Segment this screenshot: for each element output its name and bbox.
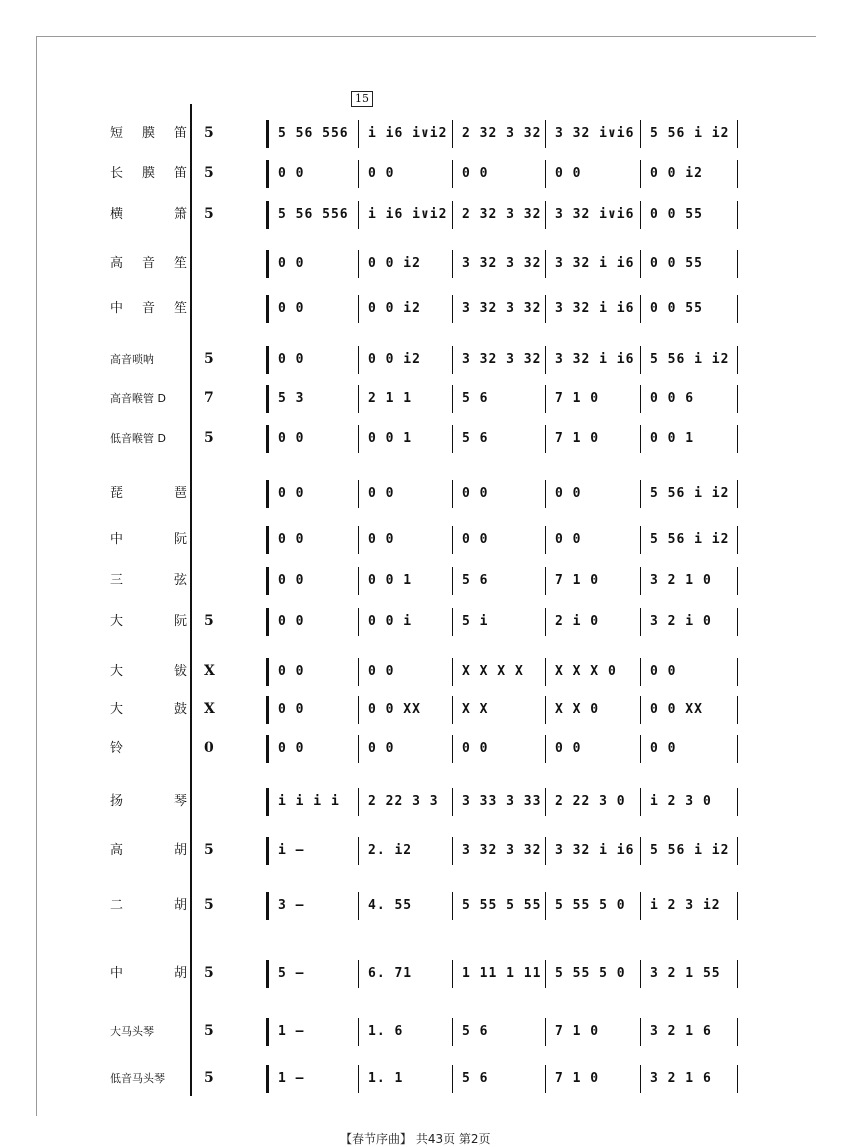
measure: 0 0	[462, 166, 489, 181]
repeat-start-bar	[266, 346, 275, 374]
measure: 7 1 0	[555, 1071, 600, 1086]
measure: 3 32 i∨i6	[555, 126, 635, 141]
barline	[452, 837, 453, 865]
barline	[358, 201, 359, 229]
measure: 4. 55	[368, 898, 413, 913]
barline	[640, 120, 641, 148]
repeat-start-bar	[266, 250, 275, 278]
barline	[452, 250, 453, 278]
instrument-name: 铃	[110, 741, 125, 756]
repeat-start-bar	[266, 480, 275, 508]
measure: 5 55 5 0	[555, 898, 626, 913]
repeat-start-bar	[266, 608, 275, 636]
measure: 0 0	[650, 664, 677, 679]
barline	[640, 735, 641, 763]
measure: 0 0	[278, 166, 305, 181]
barline	[737, 425, 738, 453]
barline	[640, 425, 641, 453]
measure: 0 0	[555, 532, 582, 547]
measure: 2 22 3 3	[368, 794, 439, 809]
instrument-name: 长膜笛	[110, 166, 188, 181]
instrument-name: 中胡	[110, 966, 188, 981]
barline	[358, 295, 359, 323]
instrument-name: 三弦	[110, 573, 188, 588]
measure: 5 55 5 0	[555, 966, 626, 981]
barline	[545, 1065, 546, 1093]
measure: 5 6	[462, 431, 489, 446]
measure: i 2 3 0	[650, 794, 712, 809]
lead-note: 5	[204, 897, 214, 913]
barline	[640, 608, 641, 636]
barline	[545, 658, 546, 686]
measure: 3 32 3 32	[462, 352, 542, 367]
barline	[452, 960, 453, 988]
barline	[737, 201, 738, 229]
measure: 0 0	[368, 532, 395, 547]
repeat-start-bar	[266, 526, 275, 554]
instrument-name: 扬琴	[110, 794, 188, 809]
measure: 5 56 556	[278, 207, 349, 222]
barline	[640, 346, 641, 374]
barline	[737, 1065, 738, 1093]
barline	[358, 1065, 359, 1093]
barline	[545, 385, 546, 413]
barline	[452, 1018, 453, 1046]
measure: 0 0	[278, 352, 305, 367]
repeat-start-bar	[266, 658, 275, 686]
measure: 0 0	[278, 573, 305, 588]
instrument-row	[0, 295, 852, 325]
barline	[452, 788, 453, 816]
measure: 0 0 i2	[368, 301, 421, 316]
lead-note: 5	[204, 965, 214, 981]
repeat-start-bar	[266, 735, 275, 763]
barline	[452, 346, 453, 374]
barline	[545, 295, 546, 323]
instrument-row	[0, 608, 852, 638]
measure: 1. 1	[368, 1071, 404, 1086]
measure: 3 2 i 0	[650, 614, 712, 629]
measure: 0 0	[368, 166, 395, 181]
barline	[452, 735, 453, 763]
measure: 3 32 3 32	[462, 256, 542, 271]
measure: 2 32 3 32	[462, 126, 542, 141]
measure: 0 0 XX	[650, 702, 703, 717]
repeat-start-bar	[266, 788, 275, 816]
instrument-row	[0, 960, 852, 990]
measure: 3 32 3 32	[462, 301, 542, 316]
barline	[545, 346, 546, 374]
measure: 2 22 3 0	[555, 794, 626, 809]
barline	[737, 608, 738, 636]
instrument-name: 横箫	[110, 207, 188, 222]
barline	[452, 385, 453, 413]
lead-note: 7	[204, 390, 214, 406]
measure: 3 32 i∨i6	[555, 207, 635, 222]
measure: 1. 6	[368, 1024, 404, 1039]
barline	[358, 526, 359, 554]
barline	[545, 837, 546, 865]
barline	[452, 608, 453, 636]
instrument-row	[0, 160, 852, 190]
measure: i –	[278, 843, 305, 858]
measure: i i i i	[278, 794, 340, 809]
instrument-name: 琵琶	[110, 486, 188, 501]
repeat-start-bar	[266, 837, 275, 865]
repeat-start-bar	[266, 425, 275, 453]
barline	[545, 735, 546, 763]
barline	[640, 837, 641, 865]
barline	[640, 295, 641, 323]
lead-note: 5	[204, 613, 214, 629]
barline	[545, 250, 546, 278]
measure: 1 11 1 11	[462, 966, 542, 981]
instrument-name: 短膜笛	[110, 126, 188, 141]
measure: 0 0 i2	[368, 352, 421, 367]
barline	[640, 788, 641, 816]
instrument-row	[0, 788, 852, 818]
measure: 0 0	[462, 741, 489, 756]
repeat-start-bar	[266, 295, 275, 323]
barline	[545, 960, 546, 988]
instrument-name: 低音马头琴	[110, 1072, 165, 1085]
barline	[358, 837, 359, 865]
instrument-row	[0, 526, 852, 556]
barline	[640, 201, 641, 229]
measure: X X X X	[462, 664, 524, 679]
barline	[452, 658, 453, 686]
measure: 3 32 i i6	[555, 256, 635, 271]
measure: 0 0	[368, 486, 395, 501]
barline	[640, 480, 641, 508]
instrument-name: 大鼓	[110, 702, 188, 717]
measure: 3 32 i i6	[555, 301, 635, 316]
measure: 3 2 1 55	[650, 966, 721, 981]
barline	[358, 120, 359, 148]
measure: 5 56 i i2	[650, 843, 730, 858]
repeat-start-bar	[266, 385, 275, 413]
measure: 0 0 1	[368, 573, 413, 588]
instrument-row	[0, 120, 852, 150]
measure: 0 0 55	[650, 207, 703, 222]
lead-note: X	[204, 701, 215, 717]
repeat-start-bar	[266, 960, 275, 988]
measure: 3 –	[278, 898, 305, 913]
measure: 1 –	[278, 1024, 305, 1039]
repeat-start-bar	[266, 1065, 275, 1093]
barline	[640, 696, 641, 724]
instrument-row	[0, 567, 852, 597]
barline	[452, 892, 453, 920]
instrument-row	[0, 1018, 852, 1048]
measure: 5 55 5 55	[462, 898, 542, 913]
barline	[640, 960, 641, 988]
measure: 7 1 0	[555, 391, 600, 406]
barline	[545, 480, 546, 508]
measure: 0 0	[278, 486, 305, 501]
measure: 5 56 i i2	[650, 126, 730, 141]
measure: i i6 i∨i2	[368, 207, 448, 222]
barline	[452, 567, 453, 595]
instrument-row	[0, 480, 852, 510]
measure: 0 0 55	[650, 256, 703, 271]
measure: 0 0	[462, 486, 489, 501]
barline	[358, 735, 359, 763]
measure: 0 0 6	[650, 391, 695, 406]
barline	[640, 1018, 641, 1046]
measure: 0 0 55	[650, 301, 703, 316]
instrument-name: 大阮	[110, 614, 188, 629]
barline	[358, 346, 359, 374]
measure: 0 0 1	[368, 431, 413, 446]
barline	[640, 892, 641, 920]
barline	[737, 658, 738, 686]
barline	[737, 837, 738, 865]
repeat-start-bar	[266, 160, 275, 188]
measure: 0 0	[278, 614, 305, 629]
measure: 5 6	[462, 391, 489, 406]
barline	[545, 1018, 546, 1046]
barline	[640, 250, 641, 278]
barline	[737, 160, 738, 188]
lead-note: 5	[204, 1023, 214, 1039]
barline	[640, 526, 641, 554]
instrument-row	[0, 658, 852, 688]
measure: 2. i2	[368, 843, 413, 858]
instrument-name: 中阮	[110, 532, 188, 547]
barline	[452, 201, 453, 229]
lead-note: 0	[204, 740, 214, 756]
measure: i 2 3 i2	[650, 898, 721, 913]
instrument-name: 二胡	[110, 898, 188, 913]
barline	[358, 250, 359, 278]
measure: 5 i	[462, 614, 489, 629]
barline	[452, 480, 453, 508]
lead-note: 5	[204, 351, 214, 367]
measure: 3 2 1 0	[650, 573, 712, 588]
measure: 0 0	[278, 664, 305, 679]
barline	[358, 385, 359, 413]
barline	[545, 201, 546, 229]
barline	[737, 788, 738, 816]
measure: X X 0	[555, 702, 600, 717]
measure: 3 32 i i6	[555, 843, 635, 858]
measure: 3 2 1 6	[650, 1071, 712, 1086]
measure: 0 0 XX	[368, 702, 421, 717]
measure: 0 0	[555, 741, 582, 756]
barline	[737, 567, 738, 595]
barline	[358, 480, 359, 508]
lead-note: X	[204, 663, 215, 679]
repeat-start-bar	[266, 1018, 275, 1046]
measure: 5 6	[462, 573, 489, 588]
barline	[545, 892, 546, 920]
measure: 0 0	[278, 431, 305, 446]
barline	[358, 892, 359, 920]
measure: 2 i 0	[555, 614, 600, 629]
measure: 2 1 1	[368, 391, 413, 406]
repeat-start-bar	[266, 201, 275, 229]
measure: 3 2 1 6	[650, 1024, 712, 1039]
barline	[737, 250, 738, 278]
rehearsal-mark: 15	[351, 91, 373, 107]
measure: 3 32 i i6	[555, 352, 635, 367]
lead-note: 5	[204, 125, 214, 141]
barline	[737, 892, 738, 920]
barline	[640, 658, 641, 686]
barline	[358, 1018, 359, 1046]
measure: 5 56 i i2	[650, 532, 730, 547]
barline	[358, 567, 359, 595]
instrument-name: 中音笙	[110, 301, 188, 316]
measure: 0 0 i	[368, 614, 413, 629]
barline	[545, 567, 546, 595]
measure: 5 3	[278, 391, 305, 406]
instrument-name: 低音喉管 D	[110, 432, 166, 445]
measure: 0 0 1	[650, 431, 695, 446]
barline	[545, 608, 546, 636]
barline	[358, 425, 359, 453]
measure: 5 56 556	[278, 126, 349, 141]
measure: 5 56 i i2	[650, 486, 730, 501]
barline	[358, 658, 359, 686]
instrument-name: 高胡	[110, 843, 188, 858]
barline	[640, 160, 641, 188]
barline	[452, 160, 453, 188]
measure: X X X 0	[555, 664, 617, 679]
lead-note: 5	[204, 430, 214, 446]
barline	[737, 696, 738, 724]
measure: 1 –	[278, 1071, 305, 1086]
measure: 6. 71	[368, 966, 413, 981]
barline	[452, 120, 453, 148]
barline	[545, 526, 546, 554]
measure: 0 0	[278, 532, 305, 547]
measure: 0 0	[368, 664, 395, 679]
lead-note: 5	[204, 165, 214, 181]
instrument-row	[0, 892, 852, 922]
barline	[640, 1065, 641, 1093]
measure: 0 0	[368, 741, 395, 756]
barline	[640, 385, 641, 413]
measure: 7 1 0	[555, 431, 600, 446]
measure: 7 1 0	[555, 1024, 600, 1039]
instrument-row	[0, 201, 852, 231]
barline	[737, 295, 738, 323]
measure: X X	[462, 702, 489, 717]
measure: 0 0	[555, 166, 582, 181]
barline	[737, 526, 738, 554]
barline	[545, 160, 546, 188]
barline	[737, 120, 738, 148]
page-footer: 【春节序曲】 共43页 第2页	[340, 1132, 491, 1146]
instrument-row	[0, 696, 852, 726]
instrument-name: 大马头琴	[110, 1025, 154, 1038]
barline	[358, 788, 359, 816]
measure: 0 0 i2	[368, 256, 421, 271]
barline	[737, 385, 738, 413]
repeat-start-bar	[266, 696, 275, 724]
barline	[545, 425, 546, 453]
barline	[737, 960, 738, 988]
measure: 2 32 3 32	[462, 207, 542, 222]
page-frame-top	[36, 36, 816, 37]
measure: 0 0	[462, 532, 489, 547]
repeat-start-bar	[266, 567, 275, 595]
instrument-row	[0, 346, 852, 376]
measure: 5 –	[278, 966, 305, 981]
barline	[358, 608, 359, 636]
barline	[452, 1065, 453, 1093]
measure: 0 0 i2	[650, 166, 703, 181]
measure: 0 0	[278, 741, 305, 756]
measure: 0 0	[278, 702, 305, 717]
barline	[640, 567, 641, 595]
instrument-name: 高音喉管 D	[110, 392, 166, 405]
repeat-start-bar	[266, 892, 275, 920]
lead-note: 5	[204, 1070, 214, 1086]
instrument-name: 高音唢呐	[110, 353, 154, 366]
instrument-row	[0, 250, 852, 280]
instrument-row	[0, 1065, 852, 1095]
measure: 3 32 3 32	[462, 843, 542, 858]
measure: 5 6	[462, 1024, 489, 1039]
barline	[452, 696, 453, 724]
barline	[545, 788, 546, 816]
repeat-start-bar	[266, 120, 275, 148]
measure: 0 0	[278, 256, 305, 271]
barline	[358, 160, 359, 188]
measure: 0 0	[555, 486, 582, 501]
barline	[737, 480, 738, 508]
barline	[545, 696, 546, 724]
instrument-row	[0, 735, 852, 765]
instrument-row	[0, 837, 852, 867]
barline	[452, 295, 453, 323]
measure: 5 6	[462, 1071, 489, 1086]
instrument-name: 高音笙	[110, 256, 188, 271]
barline	[452, 425, 453, 453]
measure: 0 0	[650, 741, 677, 756]
barline	[452, 526, 453, 554]
measure: 3 33 3 33	[462, 794, 542, 809]
measure: 7 1 0	[555, 573, 600, 588]
instrument-row	[0, 425, 852, 455]
barline	[358, 696, 359, 724]
lead-note: 5	[204, 842, 214, 858]
barline	[358, 960, 359, 988]
instrument-row	[0, 385, 852, 415]
measure: 0 0	[278, 301, 305, 316]
measure: i i6 i∨i2	[368, 126, 448, 141]
barline	[545, 120, 546, 148]
barline	[737, 735, 738, 763]
measure: 5 56 i i2	[650, 352, 730, 367]
barline	[737, 1018, 738, 1046]
barline	[737, 346, 738, 374]
instrument-name: 大钹	[110, 664, 188, 679]
lead-note: 5	[204, 206, 214, 222]
